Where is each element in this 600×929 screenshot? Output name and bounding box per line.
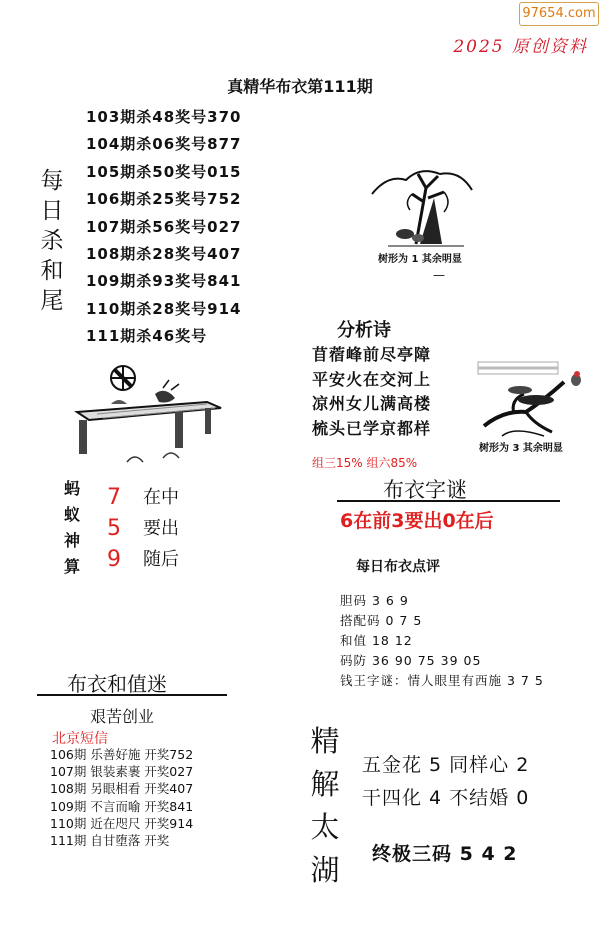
kill-item: 103期杀48奖号370 [86, 108, 242, 126]
beijing-row: 108期 另眼相看 开奖407 [50, 781, 194, 797]
kill-item: 109期杀93奖号841 [86, 272, 242, 291]
review-line: 和值 18 12 [340, 633, 413, 648]
kill-item: 105期杀50奖号015 [86, 162, 242, 181]
poem-line: 凉州女儿满高楼 [312, 394, 432, 413]
ant-label [64, 476, 80, 580]
buyi-riddle-answer: 6在前3要出0在后 [340, 510, 494, 532]
poem-title: 分析诗 [337, 320, 391, 341]
jingjie-label [305, 720, 345, 892]
ant-label-char: 神 [64, 531, 81, 550]
jingjie-lines [362, 749, 529, 815]
daily-kill-char: 日 [40, 198, 64, 224]
kill-list [86, 104, 242, 351]
daily-kill-label [37, 166, 67, 316]
poem-line: 苜蓿峰前尽亭障 [312, 345, 432, 364]
jingjie-char: 太 [310, 810, 340, 844]
poem-line: 梳头已学京都样 [312, 418, 432, 438]
jingjie-char: 解 [310, 767, 340, 801]
ant-text: 要出 [143, 518, 179, 539]
ant-texts [143, 482, 179, 575]
sum-riddle-title: 布衣和值迷 [67, 672, 167, 696]
watermark: 97654.com [519, 2, 599, 26]
review-line: 胆码 3 6 9 [340, 593, 409, 608]
ant-table-illustration-icon [67, 358, 227, 466]
sum-riddle-divider [37, 694, 227, 696]
daily-kill-char: 每 [40, 168, 64, 194]
beijing-row: 106期 乐善好施 开奖752 [50, 747, 194, 762]
kill-item: 111期杀46奖号 [86, 327, 208, 346]
buyi-riddle-title: 布衣字谜 [383, 478, 467, 502]
tree-illustration-icon [368, 158, 478, 250]
tree1-mark: — [433, 268, 445, 282]
daily-kill-char: 杀 [40, 228, 64, 254]
beijing-row: 111期 自甘堕落 开奖 [50, 833, 170, 849]
jingjie-char: 湖 [310, 853, 340, 887]
beijing-row: 109期 不言而喻 开奖841 [50, 798, 194, 814]
ant-text: 随后 [143, 549, 179, 570]
daily-kill-char: 和 [40, 258, 64, 284]
review-line: 钱王字谜：情人眼里有西施 3 7 5 [340, 673, 544, 688]
jingjie-char: 精 [310, 724, 340, 758]
beijing-row: 110期 近在咫尺 开奖914 [50, 815, 194, 831]
group-rates: 组三15% 组六85% [312, 456, 418, 470]
ant-number: 9 [107, 547, 121, 572]
kill-item: 110期杀28奖号914 [86, 299, 242, 318]
ant-numbers [107, 482, 121, 575]
poem-lines [312, 343, 431, 441]
kill-item: 104期杀06奖号877 [86, 135, 242, 154]
ant-text: 在中 [143, 487, 179, 508]
ant-label-char: 算 [64, 557, 81, 576]
beijing-rows [50, 746, 193, 849]
final-three-codes: 终极三码 5 4 2 [372, 843, 518, 865]
daily-review-lines [340, 591, 544, 691]
buyi-riddle-divider [337, 500, 560, 502]
tree2-caption: 树形为 3 其余明显 [479, 443, 563, 454]
page-title: 真精华布衣第111期 [227, 77, 373, 96]
jingjie-line: 五金花 5 同样心 2 [362, 754, 530, 776]
poem-line: 平安火在交河上 [312, 369, 432, 389]
ant-label-char: 蚂 [64, 479, 81, 498]
daily-kill-char: 尾 [40, 288, 64, 314]
daily-review-title: 每日布衣点评 [356, 559, 440, 575]
kill-item: 107期杀56奖号027 [86, 217, 242, 236]
ant-label-char: 蚁 [64, 505, 81, 524]
jingjie-line: 干四化 4 不结婚 0 [362, 787, 530, 809]
sum-riddle-subtitle: 艰苦创业 [90, 707, 155, 726]
ant-number: 5 [107, 516, 121, 541]
beijing-title: 北京短信 [52, 731, 108, 747]
beijing-row: 107期 银装素裹 开奖027 [50, 764, 194, 780]
tree1-caption: 树形为 1 其余明显 [378, 254, 462, 265]
kill-item: 106期杀25奖号752 [86, 190, 242, 209]
header-year: 2025 原创资料 [453, 37, 588, 57]
review-line: 码防 36 90 75 39 05 [340, 653, 482, 668]
pine-tree-illustration-icon [474, 360, 586, 440]
ant-number: 7 [107, 485, 121, 510]
review-line: 搭配码 0 7 5 [340, 613, 423, 628]
kill-item: 108期杀28奖号407 [86, 244, 242, 263]
